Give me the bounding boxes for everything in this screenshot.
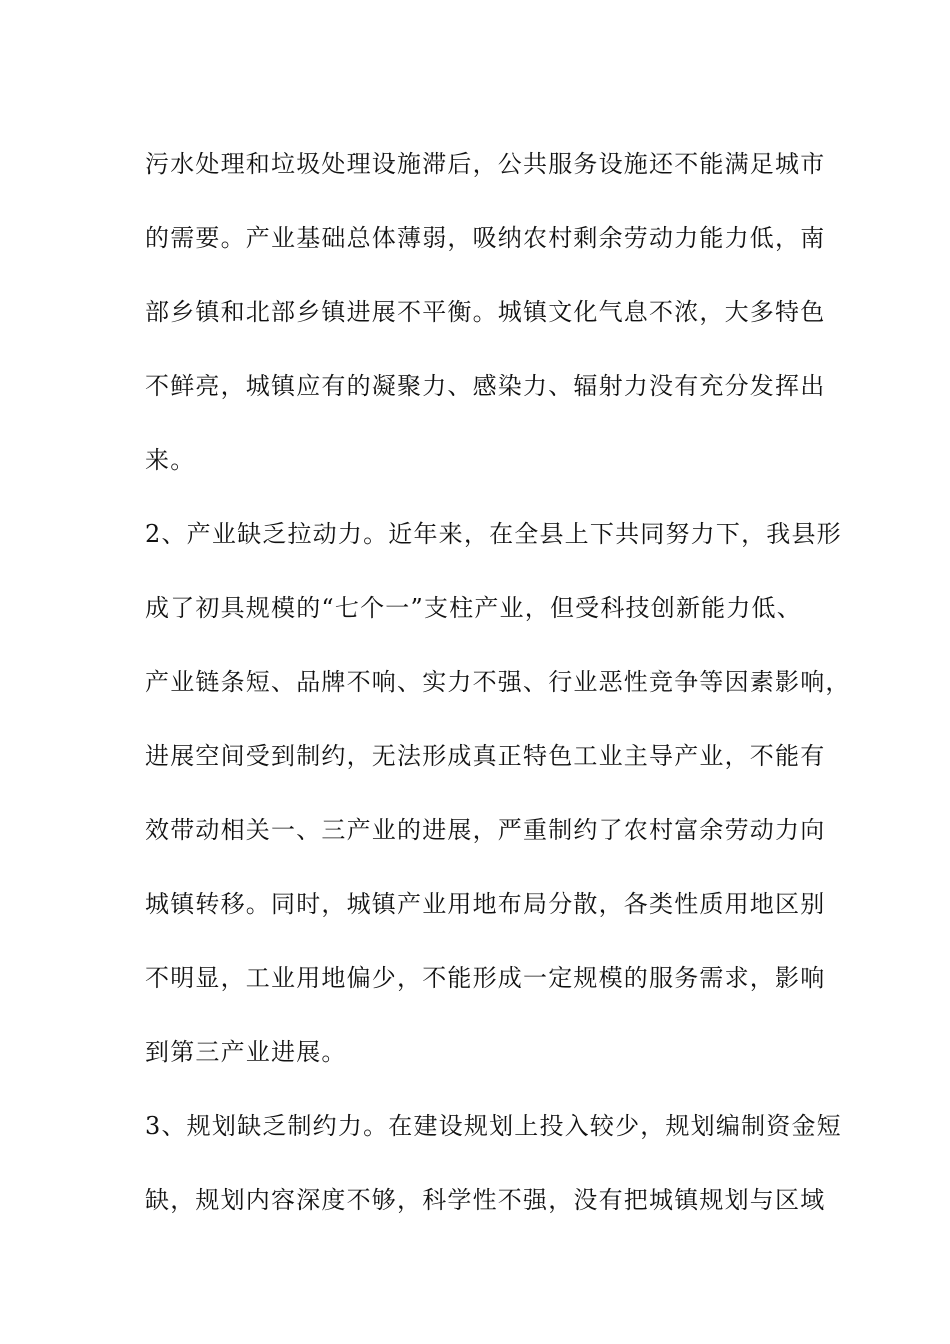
text-line: 的需要。产业基础总体薄弱，吸纳农村剩余劳动力能力低，南 bbox=[145, 224, 826, 252]
text-line: 不明显，工业用地偏少，不能形成一定规模的服务需求，影响 bbox=[145, 964, 826, 992]
document-body bbox=[145, 127, 851, 1237]
section-2-heading-line: 2、产业缺乏拉动力。近年来，在全县上下共同努力下，我县形 bbox=[145, 520, 842, 548]
text-line: 到第三产业进展。 bbox=[145, 1038, 347, 1066]
text-line: 城镇转移。同时，城镇产业用地布局分散，各类性质用地区别 bbox=[145, 890, 826, 918]
text-line: 部乡镇和北部乡镇进展不平衡。城镇文化气息不浓，大多特色 bbox=[145, 298, 826, 326]
text-line: 成了初具规模的“七个一”支柱产业，但受科技创新能力低、 bbox=[145, 594, 802, 622]
text-line: 进展空间受到制约，无法形成真正特色工业主导产业，不能有 bbox=[145, 742, 826, 770]
text-line: 效带动相关一、三产业的进展，严重制约了农村富余劳动力向 bbox=[145, 816, 826, 844]
text-line: 产业链条短、品牌不响、实力不强、行业恶性竞争等因素影响， bbox=[145, 668, 851, 696]
text-line: 不鲜亮，城镇应有的凝聚力、感染力、辐射力没有充分发挥出 bbox=[145, 372, 826, 400]
text-line: 来。 bbox=[145, 446, 196, 474]
text-line: 污水处理和垃圾处理设施滞后，公共服务设施还不能满足城市 bbox=[145, 150, 826, 178]
text-line: 缺，规划内容深度不够，科学性不强，没有把城镇规划与区域 bbox=[145, 1186, 826, 1214]
section-3-heading-line: 3、规划缺乏制约力。在建设规划上投入较少，规划编制资金短 bbox=[145, 1112, 842, 1140]
